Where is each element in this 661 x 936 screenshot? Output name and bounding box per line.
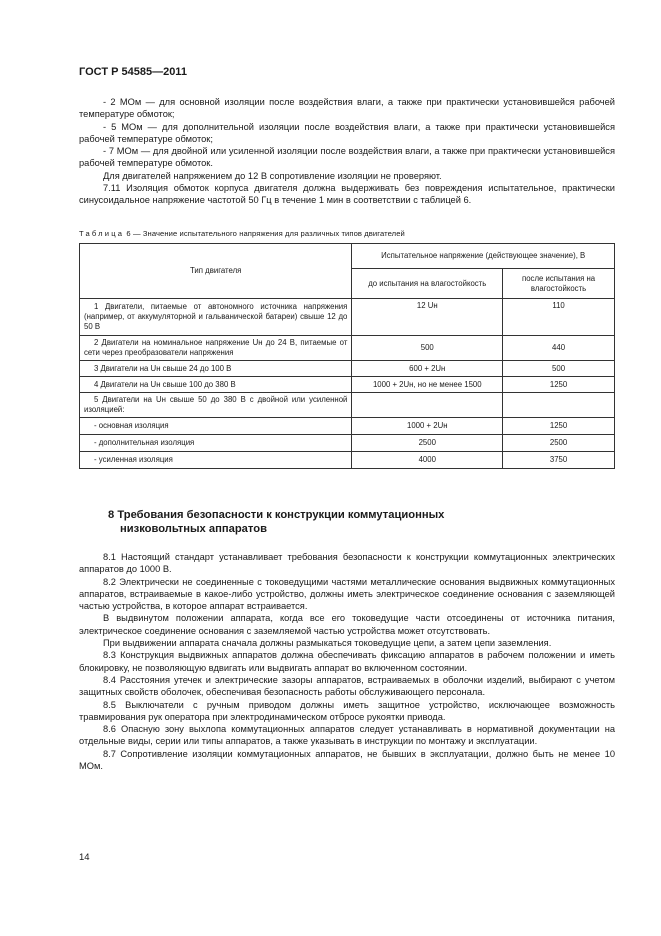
table-caption — [79, 229, 405, 238]
row-type: 5 Двигатели на Uн свыше 50 до 380 В с двойной или усиленной изоляцией: — [80, 393, 352, 418]
paragraph: - 5 МОм — для дополнительной изоляции после воздействия влаги, а также при практически установившейся рабочей температуре обмоток; — [79, 121, 615, 144]
paragraph: 8.2 Электрически не соединенные с токоведущими частями металлические основания выдвижных коммутационных аппаратов, встраиваемые в какое-либо устройство, должны иметь электрическое соединение основания с заземляющей частью устройства, в которое аппарат встраивается. — [79, 576, 615, 612]
row-after: 3750 — [503, 452, 615, 469]
paragraph: - 7 МОм — для двойной или усиленной изоляции после воздействия влаги, а также при практически установившейся рабочей температуре обмоток. — [79, 146, 615, 169]
row-before — [352, 393, 503, 418]
caption-prefix: Таблица — [79, 229, 125, 238]
row-after: 1250 — [503, 418, 615, 435]
paragraph: 8.6 Опасную зону выхлопа коммутационных аппаратов следует устанавливать в нормативной документации на отдельные виды, серии или типы аппаратов, а также указывать в инструкции по монтажу и эксплуатации. — [79, 724, 615, 747]
row-after — [503, 393, 615, 418]
row-type: 3 Двигатели на Uн свыше 24 до 100 В — [80, 361, 352, 377]
section-title-line: 8 Требования безопасности к конструкции коммутационных — [108, 509, 445, 521]
row-type: - дополнительная изоляция — [80, 435, 352, 452]
col-header-voltage: Испытательное напряжение (действующее значение), В — [352, 244, 615, 269]
row-after: 2500 — [503, 435, 615, 452]
col-header-type: Тип двигателя — [80, 244, 352, 299]
row-type: 4 Двигатели на Uн свыше 100 до 380 В — [80, 377, 352, 393]
paragraph: 7.11 Изоляция обмоток корпуса двигателя должна выдерживать без повреждения испытательное, практически синусоидальное напряжение частотой 50 Гц в течение 1 мин в соответствии с таблицей 6. — [79, 183, 615, 206]
caption-text: 6 — Значение испытательного напряжения для различных типов двигателей — [126, 229, 405, 238]
page-header: ГОСТ Р 54585—2011 — [79, 66, 187, 78]
col-header-after: после испытания на влагостойкость — [503, 269, 615, 299]
section-8-title — [108, 508, 444, 536]
row-before: 1000 + 2Uн, но не менее 1500 — [352, 377, 503, 393]
row-type: 1 Двигатели, питаемые от автономного источника напряжения (например, от аккумуляторной и гальванической батареи) свыше 12 до 50 В — [80, 299, 352, 336]
row-after: 500 — [503, 361, 615, 377]
row-before: 12 Uн — [352, 299, 503, 336]
col-header-before: до испытания на влагостойкость — [352, 269, 503, 299]
row-after: 110 — [503, 299, 615, 336]
section-title-line: низковольтных аппаратов — [120, 523, 267, 535]
page-number: 14 — [79, 852, 90, 863]
paragraph: В выдвинутом положении аппарата, когда все его токоведущие части отсоединены от источника питания, электрическое соединение основания с заземляемой частью устройства может отсутствовать. — [79, 613, 615, 636]
row-before: 600 + 2Uн — [352, 361, 503, 377]
intro-text — [79, 96, 615, 207]
row-type: 2 Двигатели на номинальное напряжение Uн до 24 В, питаемые от сети через преобразователи напряжения — [80, 336, 352, 361]
row-type: - основная изоляция — [80, 418, 352, 435]
row-before: 1000 + 2Uн — [352, 418, 503, 435]
row-before: 500 — [352, 336, 503, 361]
row-after: 440 — [503, 336, 615, 361]
row-type: - усиленная изоляция — [80, 452, 352, 469]
paragraph: Для двигателей напряжением до 12 В сопротивление изоляции не проверяют. — [103, 170, 442, 181]
test-voltage-table — [79, 243, 615, 469]
paragraph: 8.1 Настоящий стандарт устанавливает требования безопасности к конструкции коммутационных электрических аппаратов до 1000 В. — [79, 552, 615, 575]
paragraph: 8.7 Сопротивление изоляции коммутационных аппаратов, не бывших в эксплуатации, должно быть не менее 10 МОм. — [79, 748, 615, 772]
row-before: 4000 — [352, 452, 503, 469]
paragraph: 8.4 Расстояния утечек и электрические зазоры аппаратов, встраиваемых в оболочки изделий, выбирают с учетом защитных свойств оболочек, обеспечивая безопасность работы обслуживающего персонала. — [79, 674, 615, 698]
paragraph: 8.5 Выключатели с ручным приводом должны иметь защитное устройство, исключающее возможность травмирования рук оператора при электродинамическом отбросе рукоятки привода. — [79, 699, 615, 722]
row-after: 1250 — [503, 377, 615, 393]
paragraph: 8.3 Конструкция выдвижных аппаратов должна обеспечивать фиксацию аппаратов в рабочем положении и иметь блокировку, не позволяющую вдвигать или выдвигать аппарат во включенном состоянии. — [79, 650, 615, 673]
row-before: 2500 — [352, 435, 503, 452]
paragraph: При выдвижении аппарата сначала должны размыкаться токоведущие цепи, а затем цепи заземления. — [103, 638, 552, 649]
paragraph: - 2 МОм — для основной изоляции после воздействия влаги, а также при практически установившейся рабочей температуре обмоток; — [79, 97, 615, 120]
section-8-text — [79, 551, 615, 772]
